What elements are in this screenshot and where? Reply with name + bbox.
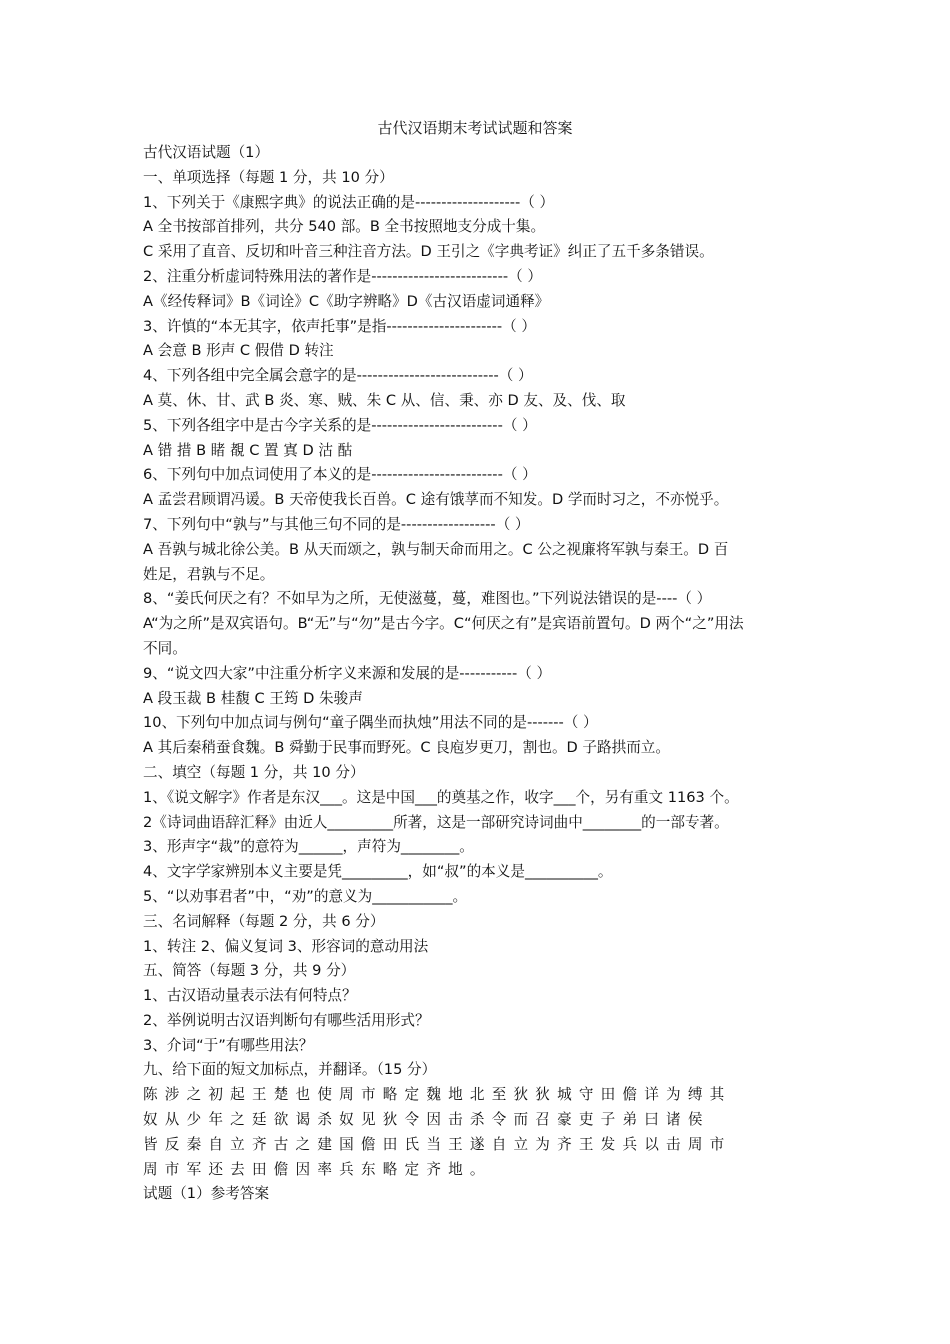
option-line: A 段玉裁 B 桂馥 C 王筠 D 朱骏声 [143,689,363,707]
term-line: 1、转注 2、偏义复词 3、形容词的意动用法 [143,937,429,955]
document-title: 古代汉语期末考试试题和答案 [377,119,573,137]
fill-blank-line: 2《诗词曲语辞汇释》由近人_________所著，这是一部研究诗词曲中________的一部专著。 [143,813,729,831]
option-line: A 会意 B 形声 C 假借 D 转注 [143,342,334,360]
option-line: 不同。 [143,639,187,657]
fill-blank-line: 5、“以劝事君者”中，“劝”的意义为___________。 [143,887,468,905]
question-line: 1、古汉语动量表示法有何特点？ [143,987,357,1005]
question-line: 5、下列各组字中是古今字关系的是-------------------------（ ） [143,416,537,434]
passage-line: 周市军还去田儋因率兵东略定齐地。 [143,1160,492,1178]
question-line: 10、下列句中加点词与例句“童子隅坐而执烛”用法不同的是-------（ ） [143,714,598,732]
passage-line: 奴从少年之廷欲谒杀奴见狄令因击杀令而召豪吏子弟曰诸侯 [143,1111,710,1129]
text-line: 古代汉语试题（1） [143,144,270,161]
question-line: 2、举例说明古汉语判断句有哪些活用形式？ [143,1011,430,1029]
section-heading: 三、名词解释（每题 2 分，共 6 分） [143,912,385,930]
fill-blank-line: 1、《说文解字》作者是东汉___。这是中国___的奠基之作，收字___个，另有重文 1163 个。 [143,788,739,806]
fill-blank-line: 3、形声字“裁”的意符为______，声符为________。 [143,838,474,856]
question-line: 2、注重分析虚词特殊用法的著作是--------------------------（ ） [143,267,542,285]
section-heading: 一、单项选择（每题 1 分，共 10 分） [143,168,394,186]
answer-heading: 试题（1）参考答案 [143,1185,270,1203]
question-line: 3、介词“于”有哪些用法？ [143,1036,314,1054]
question-line: 4、下列各组中完全属会意字的是---------------------------（ ） [143,367,533,385]
option-line: A 全书按部首排列，共分 540 部。B 全书按照地支分成十集。 [143,218,546,236]
question-line: 8、“姜氏何厌之有？不如早为之所，无使滋蔓，蔓，难图也。”下列说法错误的是----（ ） [143,590,712,608]
document-body [143,141,811,1207]
question-line: 1、下列关于《康熙字典》的说法正确的是--------------------（ ） [143,193,555,211]
option-line: A 吾孰与城北徐公美。B 从天而颂之，孰与制天命而用之。C 公之视廉将军孰与秦王。D 百 [143,540,729,558]
option-line: C 采用了直音、反切和叶音三种注音方法。D 王引之《字典考证》纠正了五千多条错误。 [143,243,714,261]
option-line: A 孟尝君顾谓冯谖。B 天帝使我长百兽。C 途有饿莩而不知发。D 学而时习之，不亦悦乎。 [143,491,729,509]
question-line: 7、下列句中“孰与”与其他三句不同的是------------------（ ） [143,515,530,533]
option-line: 姓足，君孰与不足。 [143,565,275,583]
option-line: A“为之所”是双宾语句。B“无”与“勿”是古今字。C“何厌之有”是宾语前置句。D 两个“之”用法 [143,615,744,633]
option-line: A《经传释词》B《词诠》C《助字辨略》D《古汉语虚词通释》 [143,292,550,310]
option-line: A 错 措 B 睹 覩 C 置 寘 D 沽 酤 [143,441,353,459]
option-line: A 其后秦稍蚕食魏。B 舜勤于民事而野死。C 良庖岁更刀，割也。D 子路拱而立。 [143,739,670,757]
option-line: A 莫、休、甘、武 B 炎、寒、贼、朱 C 从、信、秉、亦 D 友、及、伐、取 [143,391,626,409]
passage-line: 皆反秦自立齐古之建国儋田氏当王遂自立为齐王发兵以击周市 [143,1135,732,1153]
section-heading: 二、填空（每题 1 分，共 10 分） [143,763,365,781]
question-line: 9、“说文四大家”中注重分析字义来源和发展的是-----------（ ） [143,664,552,682]
question-line: 6、下列句中加点词使用了本义的是-------------------------（ ） [143,466,537,484]
passage-line: 陈涉之初起王楚也使周市略定魏地北至狄狄城守田儋详为缚其 [143,1086,732,1104]
question-line: 3、许慎的“本无其字，依声托事”是指----------------------（ ） [143,317,536,335]
section-heading: 九、给下面的短文加标点，并翻译。（15 分） [143,1061,437,1079]
fill-blank-line: 4、文字学家辨别本义主要是凭_________，如“叔”的本义是__________。 [143,863,613,881]
section-heading: 五、简答（每题 3 分，共 9 分） [143,962,356,980]
